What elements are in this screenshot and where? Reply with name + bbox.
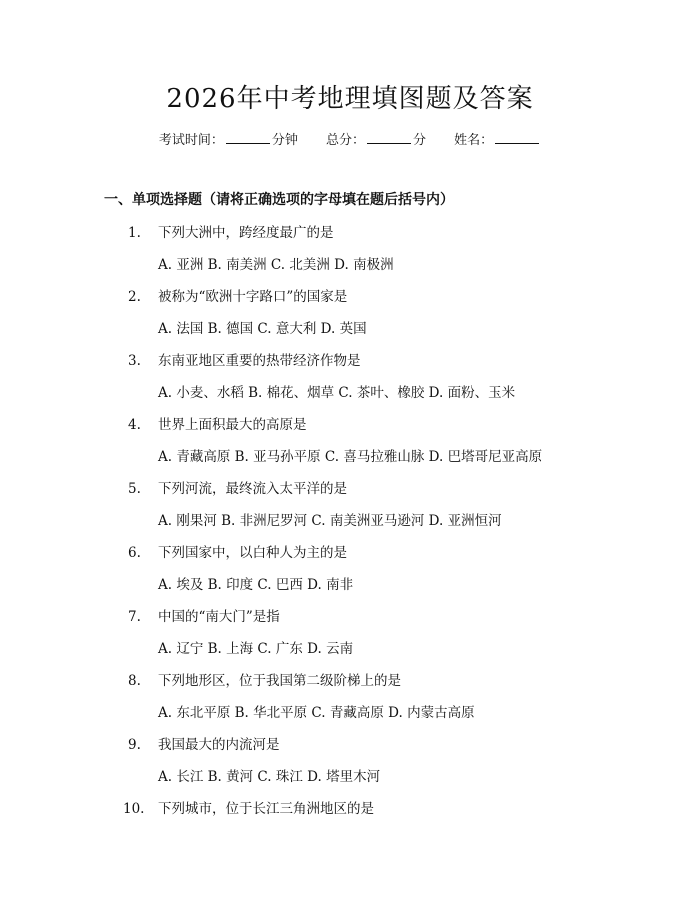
question-number: 1.	[128, 225, 141, 241]
total-score-label: 总分：	[325, 133, 365, 148]
question-options: A. 青藏高原 B. 亚马孙平原 C. 喜马拉雅山脉 D. 巴塔哥尼亚高原	[158, 449, 543, 465]
exam-time-field	[159, 131, 298, 150]
question-text: 我国最大的内流河是	[158, 737, 280, 753]
question-text: 下列河流，最终流入太平洋的是	[158, 481, 347, 497]
total-score-blank[interactable]	[367, 131, 411, 144]
question-text: 被称为“欧洲十字路口”的国家是	[158, 289, 348, 305]
exam-meta	[0, 131, 700, 150]
question-options: A. 辽宁 B. 上海 C. 广东 D. 云南	[158, 641, 354, 657]
question-text: 下列地形区，位于我国第二级阶梯上的是	[158, 673, 401, 689]
question-text: 中国的“南大门”是指	[158, 609, 280, 625]
question-options: A. 亚洲 B. 南美洲 C. 北美洲 D. 南极洲	[158, 257, 394, 273]
question-text: 下列国家中，以白种人为主的是	[158, 545, 347, 561]
question-options: A. 东北平原 B. 华北平原 C. 青藏高原 D. 内蒙古高原	[158, 705, 475, 721]
question-text: 东南亚地区重要的热带经济作物是	[158, 353, 361, 369]
question-options: A. 小麦、水稻 B. 棉花、烟草 C. 茶叶、橡胶 D. 面粉、玉米	[158, 385, 516, 401]
question-options: A. 法国 B. 德国 C. 意大利 D. 英国	[158, 321, 367, 337]
question-number: 3.	[128, 353, 141, 369]
question-text: 下列城市，位于长江三角洲地区的是	[158, 801, 374, 817]
question-number: 9.	[128, 737, 141, 753]
question-options: A. 长江 B. 黄河 C. 珠江 D. 塔里木河	[158, 769, 381, 785]
question-number: 7.	[128, 609, 141, 625]
question-options: A. 刚果河 B. 非洲尼罗河 C. 南美洲亚马逊河 D. 亚洲恒河	[158, 513, 502, 529]
name-field	[454, 131, 541, 150]
question-number: 4.	[128, 417, 141, 433]
question-number: 8.	[128, 673, 141, 689]
section-heading: 一、单项选择题（请将正确选项的字母填在题后括号内）	[104, 192, 454, 208]
exam-time-unit: 分钟	[271, 133, 298, 148]
question-number: 6.	[128, 545, 141, 561]
question-options: A. 埃及 B. 印度 C. 巴西 D. 南非	[158, 577, 354, 593]
name-blank[interactable]	[495, 131, 539, 144]
question-text: 下列大洲中，跨经度最广的是	[158, 225, 334, 241]
question-number: 5.	[128, 481, 141, 497]
name-label: 姓名：	[454, 133, 494, 148]
question-text: 世界上面积最大的高原是	[158, 417, 307, 433]
total-score-unit: 分	[413, 133, 427, 148]
page-title: 2026年中考地理填图题及答案	[166, 84, 534, 114]
question-number: 2.	[128, 289, 141, 305]
total-score-field	[326, 131, 426, 150]
exam-time-label: 考试时间：	[158, 133, 224, 148]
exam-time-blank[interactable]	[226, 131, 270, 144]
question-number: 10.	[123, 801, 145, 817]
